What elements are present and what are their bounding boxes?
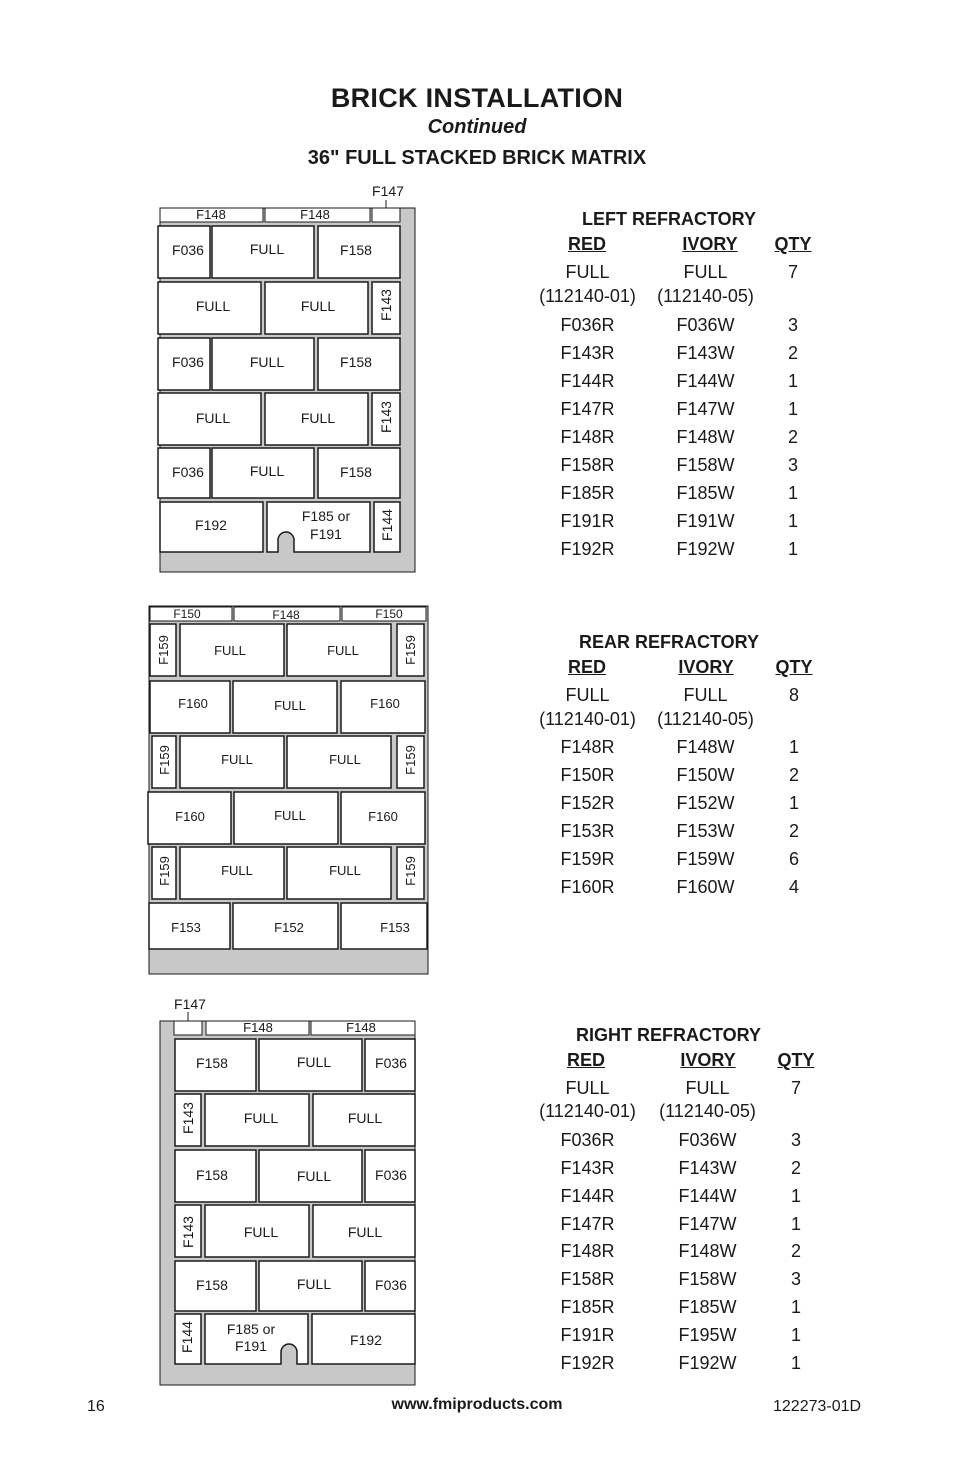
brick-label: F158: [196, 1277, 228, 1293]
table-cell: F147W: [678, 1214, 737, 1234]
rear-header-red: RED: [567, 657, 606, 677]
right-refractory-table: [530, 1022, 850, 1382]
brick-label: F158: [196, 1055, 228, 1071]
table-cell: 1: [790, 1186, 801, 1206]
brick-label: F036: [375, 1277, 407, 1293]
table-cell: F036W: [676, 315, 735, 335]
table-cell: F185R: [560, 1297, 615, 1317]
table-cell: 3: [790, 1269, 801, 1289]
table-cell: F159R: [560, 849, 615, 869]
table-cell: F150W: [676, 765, 735, 785]
brick-label: F152: [274, 920, 304, 935]
table-cell: F192R: [560, 539, 615, 559]
table-cell: FULL: [565, 1078, 610, 1098]
table-cell: (112140-05): [659, 1101, 756, 1121]
table-cell: 2: [787, 427, 798, 447]
brick-label: F158: [196, 1167, 228, 1183]
table-cell: 1: [787, 399, 798, 419]
table-cell: F158R: [560, 455, 615, 475]
right-callout-label: F147: [174, 996, 206, 1012]
table-cell: F192R: [560, 1353, 615, 1373]
brick-label: F158: [340, 242, 372, 258]
table-cell: 1: [787, 511, 798, 531]
table-cell: F144R: [560, 371, 615, 391]
brick-label: FULL: [274, 808, 306, 823]
brick-label: F036: [172, 242, 204, 258]
table-cell: (112140-01): [539, 286, 636, 306]
table-cell: F158W: [678, 1269, 737, 1289]
brick-label: F192: [195, 517, 227, 533]
table-cell: F191R: [560, 511, 615, 531]
brick-label: FULL: [296, 1276, 332, 1292]
table-cell: F143W: [676, 343, 735, 363]
table-cell: 7: [787, 262, 798, 282]
table-cell: 3: [787, 455, 798, 475]
table-cell: F144W: [678, 1186, 737, 1206]
table-cell: (112140-05): [657, 709, 754, 729]
table-cell: F147R: [560, 399, 615, 419]
table-cell: F144W: [676, 371, 735, 391]
brick-label: F185 or: [226, 1321, 276, 1337]
table-cell: F160R: [560, 877, 615, 897]
table-cell: 4: [788, 877, 799, 897]
brick-label: FULL: [249, 354, 285, 370]
brick-label: F144: [379, 509, 395, 541]
brick-label: FULL: [249, 241, 285, 257]
page-subtitle: Continued: [427, 116, 527, 138]
left-callout-label: F147: [372, 183, 404, 199]
left-header-ivory: IVORY: [682, 234, 738, 254]
table-cell: 3: [790, 1130, 801, 1150]
table-cell: FULL: [685, 1078, 730, 1098]
table-cell: FULL: [565, 262, 610, 282]
brick-label: F158: [340, 464, 372, 480]
brick-label: F153: [380, 920, 410, 935]
brick-label: F036: [172, 354, 204, 370]
brick-label: F150: [173, 607, 201, 621]
table-cell: F185W: [676, 483, 735, 503]
left-top-label-2: F148: [300, 207, 330, 222]
table-cell: FULL: [565, 685, 610, 705]
rear-header-qty: QTY: [775, 657, 813, 677]
left-table-title: LEFT REFRACTORY: [582, 209, 756, 229]
brick-label: F160: [370, 696, 400, 711]
right-header-qty: QTY: [777, 1050, 815, 1070]
page-title: BRICK INSTALLATION: [330, 83, 624, 113]
table-cell: F143W: [678, 1158, 737, 1178]
table-cell: F159W: [676, 849, 735, 869]
left-refractory-diagram: [150, 180, 420, 580]
brick-label: FULL: [221, 863, 253, 878]
brick-label: F148: [346, 1020, 376, 1035]
table-cell: F153W: [676, 821, 735, 841]
brick-label: FULL: [243, 1110, 279, 1126]
brick-label: FULL: [329, 863, 361, 878]
rear-refractory-table: [530, 629, 840, 909]
right-top-brick-1: [174, 1021, 202, 1035]
table-cell: F152R: [560, 793, 615, 813]
brick-label: F191: [310, 526, 342, 542]
table-cell: (112140-01): [539, 1101, 636, 1121]
brick-label: FULL: [296, 1054, 332, 1070]
brick-label: FULL: [300, 298, 336, 314]
table-cell: F158W: [676, 455, 735, 475]
table-cell: 2: [790, 1158, 801, 1178]
brick-label: FULL: [195, 298, 231, 314]
right-header-ivory: IVORY: [680, 1050, 736, 1070]
brick-label: F143: [378, 289, 394, 321]
table-cell: 1: [788, 793, 799, 813]
brick-label: F192: [350, 1332, 382, 1348]
brick-label: F150: [375, 607, 403, 621]
brick-label: FULL: [296, 1168, 332, 1184]
table-cell: 2: [788, 821, 799, 841]
brick-label: F191: [235, 1338, 267, 1354]
table-cell: F195W: [678, 1325, 737, 1345]
brick-label: F036: [375, 1055, 407, 1071]
left-top-brick-3: [372, 208, 400, 222]
table-cell: F152W: [676, 793, 735, 813]
table-cell: F036R: [560, 315, 615, 335]
table-cell: F185W: [678, 1297, 737, 1317]
table-cell: (112140-01): [539, 709, 636, 729]
table-cell: F148R: [560, 737, 615, 757]
right-header-red: RED: [566, 1050, 605, 1070]
table-cell: F147R: [560, 1214, 615, 1234]
table-cell: 2: [788, 765, 799, 785]
right-refractory-diagram: [150, 990, 425, 1390]
table-cell: 6: [788, 849, 799, 869]
table-cell: (112140-05): [657, 286, 754, 306]
table-cell: F036R: [560, 1130, 615, 1150]
table-cell: F185R: [560, 483, 615, 503]
table-cell: F150R: [560, 765, 615, 785]
table-cell: 2: [787, 343, 798, 363]
table-cell: F143R: [560, 1158, 615, 1178]
brick-label: F159: [156, 635, 171, 665]
table-cell: F036W: [678, 1130, 737, 1150]
brick-label: FULL: [221, 752, 253, 767]
table-cell: 1: [790, 1214, 801, 1234]
brick-label: FULL: [249, 463, 285, 479]
brick-label: FULL: [274, 698, 306, 713]
left-header-red: RED: [567, 234, 606, 254]
brick-label: F185 or: [301, 508, 351, 524]
brick-label: F153: [171, 920, 201, 935]
brick-label: F159: [157, 745, 172, 775]
table-cell: F148R: [560, 1241, 615, 1261]
brick-label: F036: [172, 464, 204, 480]
brick-label: F143: [180, 1102, 196, 1134]
page-number: 16: [87, 1398, 105, 1415]
brick-label: FULL: [300, 410, 336, 426]
table-cell: 2: [790, 1241, 801, 1261]
table-cell: F148W: [676, 737, 735, 757]
footer-website-link[interactable]: www.fmiproducts.com: [391, 1396, 563, 1413]
table-cell: F147W: [676, 399, 735, 419]
brick-label: F159: [403, 856, 418, 886]
table-cell: 1: [790, 1297, 801, 1317]
table-cell: 1: [788, 737, 799, 757]
brick-label: FULL: [195, 410, 231, 426]
table-cell: 1: [787, 371, 798, 391]
table-cell: F191R: [560, 1325, 615, 1345]
rear-header-ivory: IVORY: [678, 657, 734, 677]
brick-label: F148: [243, 1020, 273, 1035]
rear-table-title: REAR REFRACTORY: [579, 632, 760, 652]
table-cell: FULL: [683, 262, 728, 282]
brick-label: F159: [157, 856, 172, 886]
section-title: 36" FULL STACKED BRICK MATRIX: [307, 147, 647, 169]
table-cell: 1: [790, 1325, 801, 1345]
left-header-qty: QTY: [774, 234, 812, 254]
table-cell: 3: [787, 315, 798, 335]
brick-label: F143: [378, 401, 394, 433]
brick-label: F158: [340, 354, 372, 370]
table-cell: F148R: [560, 427, 615, 447]
document-number: 122273-01D: [773, 1398, 862, 1415]
table-cell: F143R: [560, 343, 615, 363]
table-cell: F148W: [678, 1241, 737, 1261]
brick-label: F160: [368, 809, 398, 824]
brick-label: F159: [403, 635, 418, 665]
brick-label: F143: [180, 1216, 196, 1248]
brick-label: FULL: [347, 1224, 383, 1240]
brick-label: F159: [403, 745, 418, 775]
table-cell: F158R: [560, 1269, 615, 1289]
brick-label: FULL: [243, 1224, 279, 1240]
left-refractory-table: [530, 206, 840, 566]
table-cell: F148W: [676, 427, 735, 447]
brick-label: FULL: [214, 643, 246, 658]
table-cell: F191W: [676, 511, 735, 531]
brick-label: FULL: [329, 752, 361, 767]
table-cell: FULL: [683, 685, 728, 705]
brick-label: F036: [375, 1167, 407, 1183]
table-cell: F144R: [560, 1186, 615, 1206]
table-cell: 1: [787, 539, 798, 559]
table-cell: F192W: [676, 539, 735, 559]
table-cell: F153R: [560, 821, 615, 841]
table-cell: F160W: [676, 877, 735, 897]
brick-label: F148: [272, 608, 300, 622]
table-cell: 1: [787, 483, 798, 503]
left-top-label-1: F148: [196, 207, 226, 222]
rear-refractory-diagram: [140, 600, 440, 980]
table-cell: F192W: [678, 1353, 737, 1373]
table-cell: 8: [788, 685, 799, 705]
right-table-title: RIGHT REFRACTORY: [576, 1025, 762, 1045]
table-cell: 1: [790, 1353, 801, 1373]
brick-label: F144: [179, 1321, 195, 1353]
brick-label: FULL: [347, 1110, 383, 1126]
brick-label: FULL: [327, 643, 359, 658]
brick-label: F160: [175, 809, 205, 824]
table-cell: 7: [790, 1078, 801, 1098]
brick-label: F160: [178, 696, 208, 711]
